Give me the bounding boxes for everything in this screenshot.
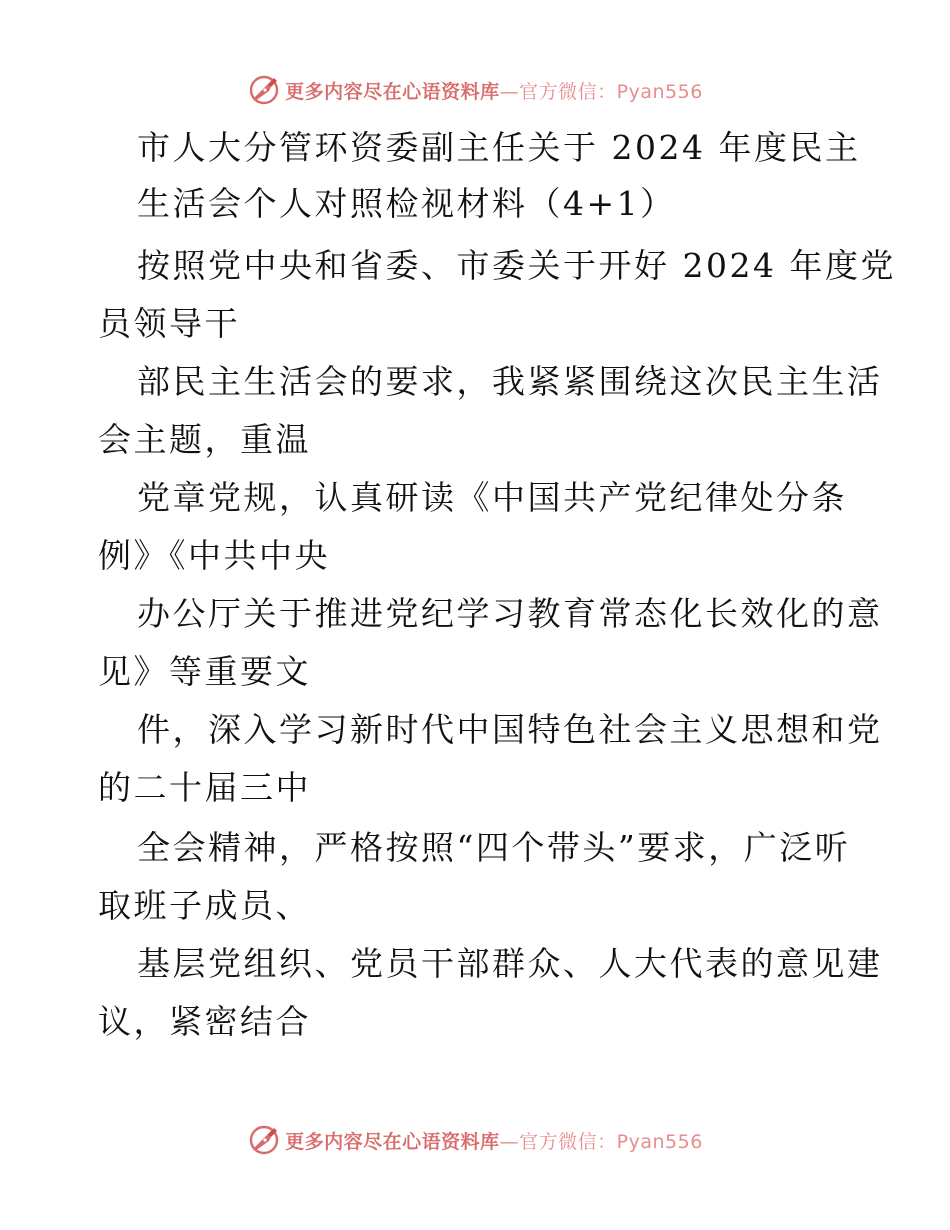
watermark-main: 更多内容尽在心语资料库 (285, 80, 500, 103)
title-line: 生活会个人对照检视材料（4+1） (137, 184, 676, 223)
watermark-dash: — (499, 1130, 520, 1153)
pen-nib-logo-icon (247, 73, 281, 107)
paragraph-line: 党章党规，认真研读《中国共产党纪律处分条 (137, 478, 847, 517)
watermark-main: 更多内容尽在心语资料库 (285, 1130, 500, 1153)
paragraph-line: 例》《中共中央 (98, 536, 330, 575)
paragraph-line: 全会精神，严格按照“四个带头”要求，广泛听 (137, 828, 851, 867)
watermark-sub: 官方微信：Pyan556 (519, 80, 703, 103)
paragraph-line: 会主题，重温 (98, 420, 311, 459)
header-watermark (0, 70, 950, 110)
watermark-text (285, 77, 703, 104)
watermark-sub: 官方微信：Pyan556 (519, 1130, 703, 1153)
watermark-text (285, 1127, 703, 1154)
paragraph-line: 部民主生活会的要求，我紧紧围绕这次民主生活 (137, 362, 883, 401)
paragraph-line: 按照党中央和省委、市委关于开好 2024 年度党 (137, 246, 896, 285)
footer-watermark (0, 1120, 950, 1160)
paragraph-line: 见》等重要文 (98, 652, 311, 691)
paragraph-line: 件，深入学习新时代中国特色社会主义思想和党 (137, 710, 883, 749)
watermark-dash: — (499, 80, 520, 103)
paragraph-line: 的二十届三中 (98, 768, 311, 807)
paragraph-line: 办公厅关于推进党纪学习教育常态化长效化的意 (137, 594, 883, 633)
paragraph-line: 取班子成员、 (98, 886, 311, 925)
paragraph-line: 基层党组织、党员干部群众、人大代表的意见建 (137, 944, 883, 983)
paragraph-line: 议，紧密结合 (98, 1002, 311, 1041)
paragraph-line: 员领导干 (98, 304, 240, 343)
pen-nib-logo-icon (247, 1123, 281, 1157)
title-line: 市人大分管环资委副主任关于 2024 年度民主 (137, 128, 861, 167)
